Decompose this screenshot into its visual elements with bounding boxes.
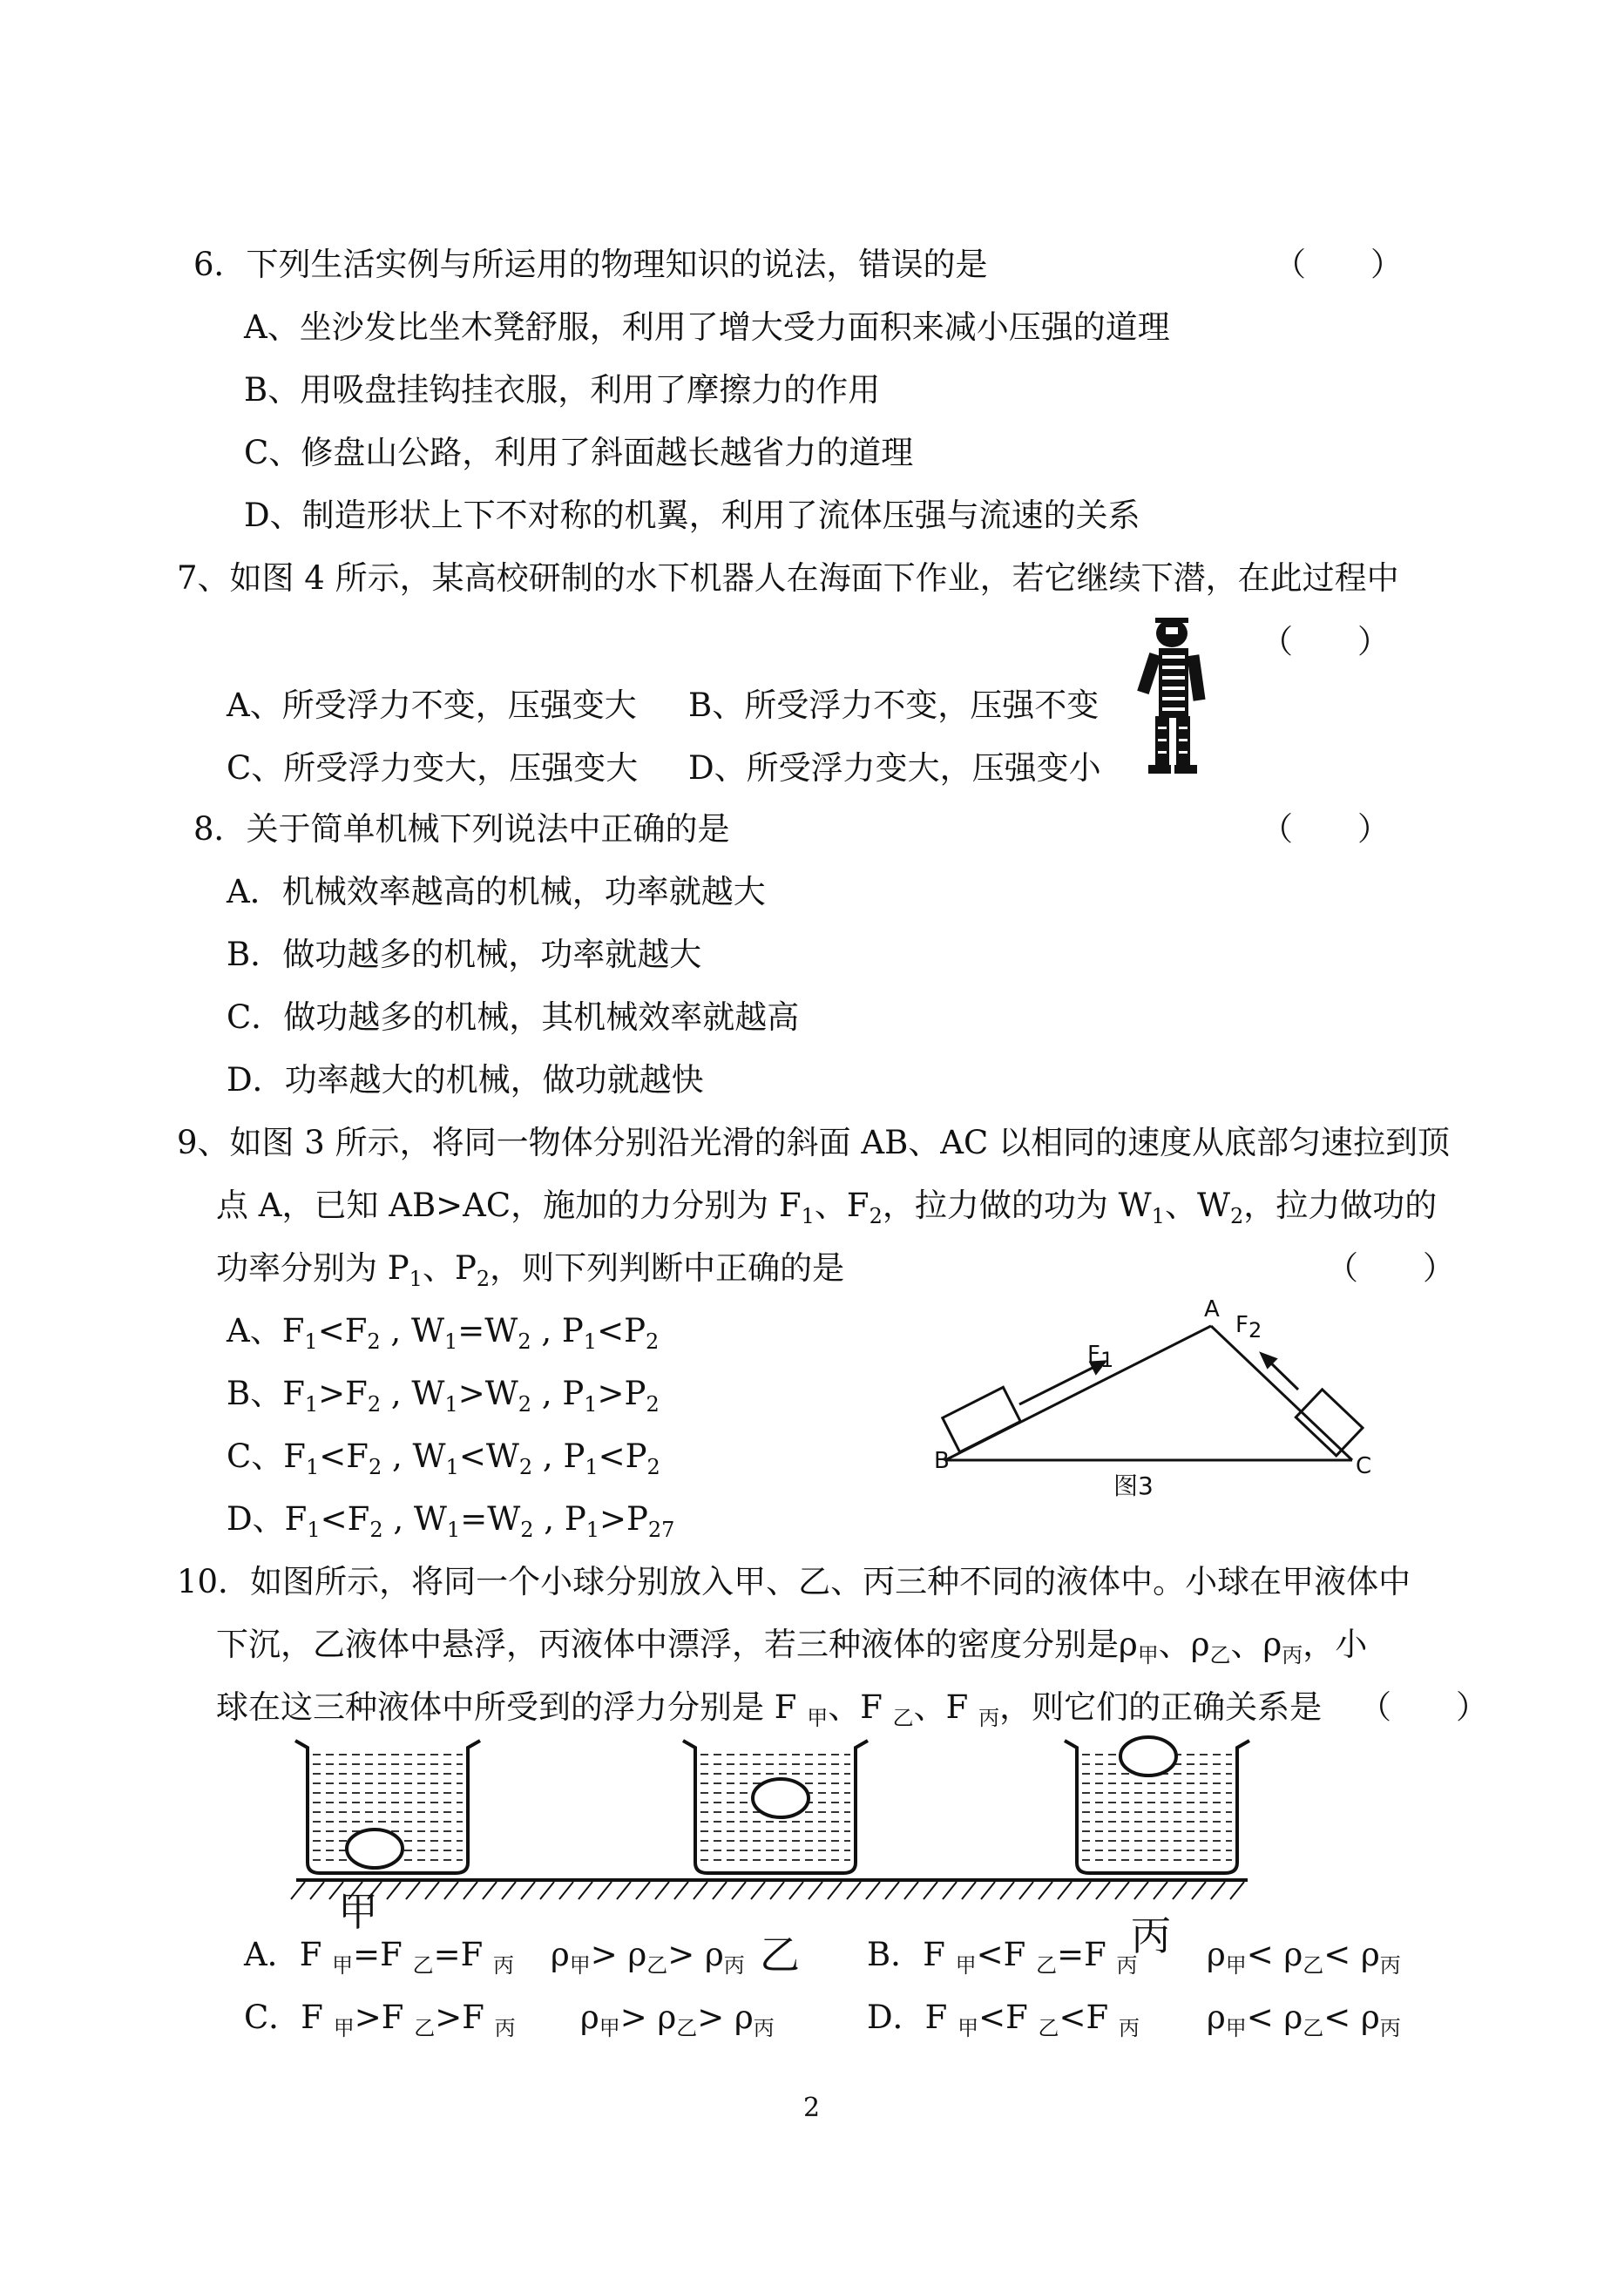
q9-stem-line1: 9、如图 3 所示，将同一物体分别沿光滑的斜面 AB、AC 以相同的速度从底部匀速拉到顶 xyxy=(177,1124,1451,1161)
q10-option-b-density: $\rho_甲< \rho_乙< \rho_丙$ xyxy=(1207,1936,1401,1978)
q8-option-c: C．做功越多的机械，其机械效率就越高 xyxy=(227,998,800,1036)
q7-stem: 7、如图 4 所示，某高校研制的水下机器人在海面下作业，若它继续下潜，在此过程中 xyxy=(177,559,1399,597)
q7-answer-paren: （ ） xyxy=(1261,623,1390,660)
q10-option-a-force: A．F $_甲$=F $_乙$=F $_丙$ xyxy=(244,1936,515,1978)
q7-option-c: C、所受浮力变大，压强变大 xyxy=(227,749,639,787)
beaker-jia xyxy=(295,1741,480,1873)
beaker-label-jia: 甲 xyxy=(338,1888,378,1935)
q9-answer-paren: （ ） xyxy=(1326,1249,1455,1287)
q10-option-a-density: $\rho_甲> \rho_乙> \rho_丙$ xyxy=(551,1936,745,1978)
q9-option-d: D、$F_1<F_2$ , $W_1=W_2$ , $P_1>P_{27}$ xyxy=(227,1500,675,1542)
q10-stem-line3: 球在这三种液体中所受到的浮力分别是 F $_甲$、F $_乙$、F $_丙$，则它们的正确关系是 xyxy=(216,1688,1323,1730)
q9-stem-line2: 点 A，已知 AB>AC，施加的力分别为 $F_1$、$F_2$，拉力做的功为 $W_1$、$W_2$，拉力做功的 xyxy=(216,1187,1438,1228)
q6-option-c: C、修盘山公路，利用了斜面越长越省力的道理 xyxy=(244,434,914,471)
q10-answer-paren: （ ） xyxy=(1359,1688,1488,1726)
beaker-bing xyxy=(1065,1737,1249,1873)
q10-option-c-force: C．F $_甲$>F $_乙$>F $_丙$ xyxy=(244,1999,516,2040)
q6-option-d: D、制造形状上下不对称的机翼，利用了流体压强与流速的关系 xyxy=(244,497,1140,534)
beaker-label-yi: 乙 xyxy=(760,1931,800,1978)
q9-option-a: A、$F_1<F_2$ , $W_1=W_2$ , $P_1<P_2$ xyxy=(227,1312,660,1354)
incline-label-f2: F2 xyxy=(1235,1312,1262,1343)
beaker-yi xyxy=(683,1741,868,1873)
q10-option-d-force: D．F $_甲$<F $_乙$<F $_丙$ xyxy=(867,1999,1140,2040)
page-number: 2 xyxy=(803,2093,821,2123)
q9-stem-line3: 功率分别为 $P_1$、$P_2$，则下列判断中正确的是 xyxy=(216,1249,845,1291)
q7-option-a: A、所受浮力不变，压强变大 xyxy=(227,687,637,724)
q6-answer-paren: （ ） xyxy=(1274,246,1403,283)
q8-stem: 8．关于简单机械下列说法中正确的是 xyxy=(193,810,730,848)
incline-label-a: A xyxy=(1204,1296,1220,1322)
incline-label-b: B xyxy=(934,1448,950,1474)
q7-option-d: D、所受浮力变大，压强变小 xyxy=(688,749,1101,787)
ball xyxy=(347,1830,403,1868)
ball xyxy=(1120,1737,1176,1776)
q8-option-a: A．机械效率越高的机械，功率就越大 xyxy=(227,873,766,910)
incline-label-f1: F1 xyxy=(1087,1342,1114,1372)
q8-option-b: B．做功越多的机械，功率就越大 xyxy=(227,936,702,973)
q6-option-b: B、用吸盘挂钩挂衣服，利用了摩擦力的作用 xyxy=(244,371,881,409)
q6-stem: 6．下列生活实例与所运用的物理知识的说法，错误的是 xyxy=(193,246,988,283)
incline-caption: 图3 xyxy=(1113,1471,1154,1500)
incline-label-c: C xyxy=(1356,1453,1372,1479)
q10-stem-line2: 下沉，乙液体中悬浮，丙液体中漂浮，若三种液体的密度分别是$\rho_甲$、$\rho_乙$、$\rho_丙$，小 xyxy=(216,1626,1368,1667)
q10-stem-line1: 10．如图所示，将同一个小球分别放入甲、乙、丙三种不同的液体中。小球在甲液体中 xyxy=(177,1563,1411,1600)
beaker-label-bing: 丙 xyxy=(1131,1912,1171,1959)
q8-option-d: D．功率越大的机械，做功就越快 xyxy=(227,1061,704,1099)
q7-option-b: B、所受浮力不变，压强不变 xyxy=(688,687,1100,724)
q9-option-c: C、$F_1<F_2$ , $W_1<W_2$ , $P_1<P_2$ xyxy=(227,1437,660,1479)
q9-option-b: B、$F_1>F_2$ , $W_1>W_2$ , $P_1>P_2$ xyxy=(227,1375,660,1417)
q10-option-c-density: $\rho_甲> \rho_乙> \rho_丙$ xyxy=(580,1999,775,2040)
ball xyxy=(753,1779,809,1817)
q10-option-d-density: $\rho_甲< \rho_乙< \rho_丙$ xyxy=(1207,1999,1401,2040)
q10-option-b-force: B．F $_甲$<F $_乙$=F $_丙$ xyxy=(867,1936,1138,1978)
q8-answer-paren: （ ） xyxy=(1261,810,1390,848)
q6-option-a: A、坐沙发比坐木凳舒服，利用了增大受力面积来减小压强的道理 xyxy=(244,308,1170,346)
